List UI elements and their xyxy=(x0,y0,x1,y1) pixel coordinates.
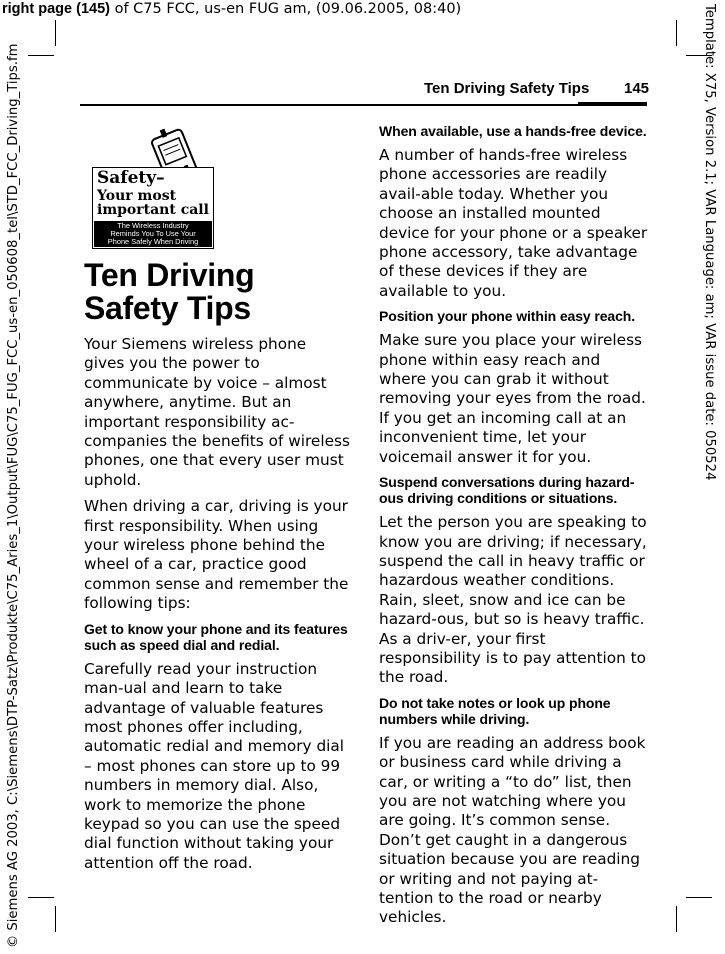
tip-heading: Do not take notes or look up phone numbers while driving. xyxy=(379,694,611,727)
crop-mark xyxy=(55,906,56,932)
paragraph: If you are reading an address book or business card while driving a car, or writing a “to do” list, then you are not watching where you are going. It’s common sense. Don’t get caught in a dangerous situation because you are reading or writing and not paying at-tention to the road or nearby vehicles. xyxy=(379,733,646,927)
crop-mark xyxy=(676,20,677,46)
crop-mark xyxy=(28,55,54,56)
intro-paragraph: Your Siemens wireless phone gives you the power to communicate by voice – almost anywhere, anytime. But an important responsibility ac-companies the benefits of wireless phones, one that every user must uphold. xyxy=(84,335,350,489)
logo-band-line: Reminds You To Use Your xyxy=(110,229,196,239)
crop-mark xyxy=(676,906,677,932)
paragraph: When driving a car, driving is your first responsibility. When using your wireless phone behind the wheel of a car, practice good common sense and remember the following tips: xyxy=(84,497,349,613)
page-title: Ten Driving Safety Tips xyxy=(84,257,255,326)
paragraph: Make sure you place your wireless phone within easy reach and where you can grab it without removing your eyes from the road. If you get an incoming call at an inconvenient time, let your voicemail answer it for you. xyxy=(379,331,646,466)
tip-heading: Position your phone within easy reach. xyxy=(379,308,636,325)
logo-band-line: Phone Safely When Driving xyxy=(107,237,199,247)
paragraph: Carefully read your instruction man-ual and learn to take advantage of valuable features most phones offer including, automatic redial and memory dial – most phones can store up to 99 numbers in memory dial. Also, work to memorize the phone keypad so you can use the speed dial function without taking your attention off the road. xyxy=(84,659,345,872)
safety-logo xyxy=(92,125,214,249)
slug-rest: of C75 FCC, us-en FUG am, (09.06.2005, 08:40) xyxy=(109,1,462,17)
crop-mark xyxy=(686,897,712,898)
slug-prefix: right page (145) xyxy=(2,1,110,17)
copyright-path: © Siemens AG 2003, C:\Siemens\DTP-Satz\Produkte\C75_Aries_1\Output\FUG\C75_FUG_FCC_us-en_050608_tel\STD_FCC_Driving_Tips.fm xyxy=(6,43,21,948)
crop-mark xyxy=(28,897,54,898)
crop-mark xyxy=(55,20,56,46)
page-number: 145 xyxy=(624,80,650,97)
left-column xyxy=(84,259,350,880)
logo-word-2: Your most xyxy=(97,188,177,204)
right-column xyxy=(379,123,649,935)
tip-heading: Get to know your phone and its features such as speed dial and redial. xyxy=(84,620,348,653)
logo-band xyxy=(94,221,212,247)
running-header-title: Ten Driving Safety Tips xyxy=(424,80,590,97)
header-rule xyxy=(80,104,647,106)
header-number-rule xyxy=(578,102,647,105)
print-slug xyxy=(2,0,461,18)
logo-band-line: The Wireless Industry xyxy=(117,221,189,230)
tip-heading: When available, use a hands-free device. xyxy=(379,123,647,139)
logo-word-1: Safety– xyxy=(97,168,165,188)
paragraph: Let the person you are speaking to know you are driving; if necessary, suspend the call in heavy traffic or hazardous weather conditions. Rain, sleet, snow and ice can be hazard-ous, but so is heavy traffic. As a driv-er, your first responsibility is to pay attention to the road. xyxy=(379,513,647,687)
template-info: Template: X75, Version 2.1; VAR Language: am; VAR issue date: 050524 xyxy=(702,4,717,481)
tip-heading: Suspend conversations during hazard-ous driving conditions or situations. xyxy=(379,474,635,507)
paragraph: A number of hands-free wireless phone accessories are readily avail-able today. Whether you choose an installed mounted device for your phone or a speaker phone accessory, take advantage of these devices if they are available to you. xyxy=(379,146,648,300)
logo-word-3: important call xyxy=(97,202,209,218)
